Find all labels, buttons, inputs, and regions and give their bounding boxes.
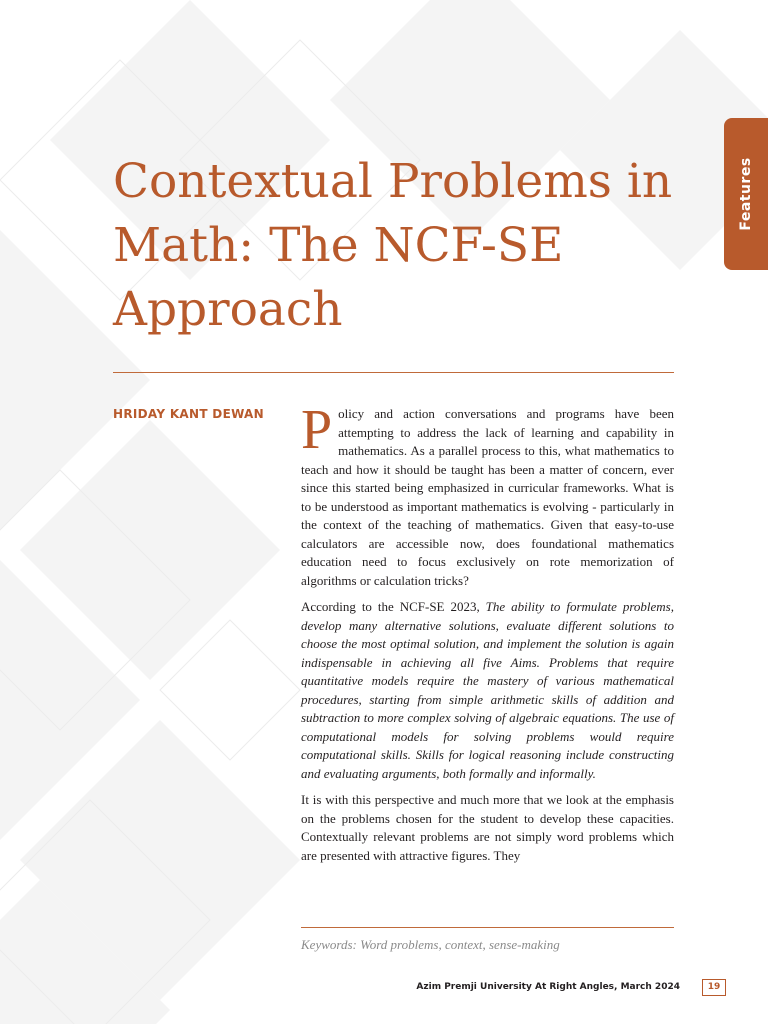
title-divider <box>113 372 674 373</box>
article-body <box>301 399 674 873</box>
drop-cap: P <box>301 399 333 461</box>
ncf-quote: The ability to formulate problems, develop many alternative solutions, evaluate different solutions to choose the most optimal solution, and implement the solution is again indispensable in achieving all five Aims. Problems that require quantitative models require the mastery of various mathematical procedures, starting from simple arithmetic skills of addition and subtraction to more complex solving of algebraic equations. The use of computational models for solving problems would require computational skills. Skills for logical reasoning include constructing and evaluating arguments, both formally and informally. <box>301 599 674 781</box>
paragraph-perspective: It is with this perspective and much more that we look at the emphasis on the problems chosen for the student to develop these capacities. Contextually relevant problems are not simply word problems which are presented with attractive figures. They <box>301 792 674 863</box>
paragraph-ncf-quote <box>301 598 674 783</box>
features-section-tab <box>724 118 768 270</box>
paragraph-intro <box>301 399 674 590</box>
keywords-divider <box>301 927 674 928</box>
quote-lead: According to the NCF-SE 2023, <box>301 599 486 614</box>
page-number: 19 <box>702 979 726 996</box>
author-name: HRIDAY KANT DEWAN <box>113 407 264 421</box>
paragraph-intro-text: olicy and action conversations and programs have been attempting to address the lack of learning and capability in mathematics. As a parallel process to this, what mathematics to teach and how it should be taught has been a matter of concern, ever since this started being emphasized in curricular frameworks. What is to be understood as important mathematics is evolving - particularly in the context of the teaching of mathematics. Given that easy-to-use calculators are accessible now, does foundational mathematics education need to focus exclusively on rote memorization of algorithms or calculation tricks? <box>301 406 674 588</box>
section-tab-label: Features <box>738 157 754 231</box>
footer-publication: Azim Premji University At Right Angles, March 2024 <box>416 982 680 992</box>
article-title: Contextual Problems in Math: The NCF-SE Approach <box>113 154 673 337</box>
keywords: Keywords: Word problems, context, sense-making <box>301 937 560 952</box>
